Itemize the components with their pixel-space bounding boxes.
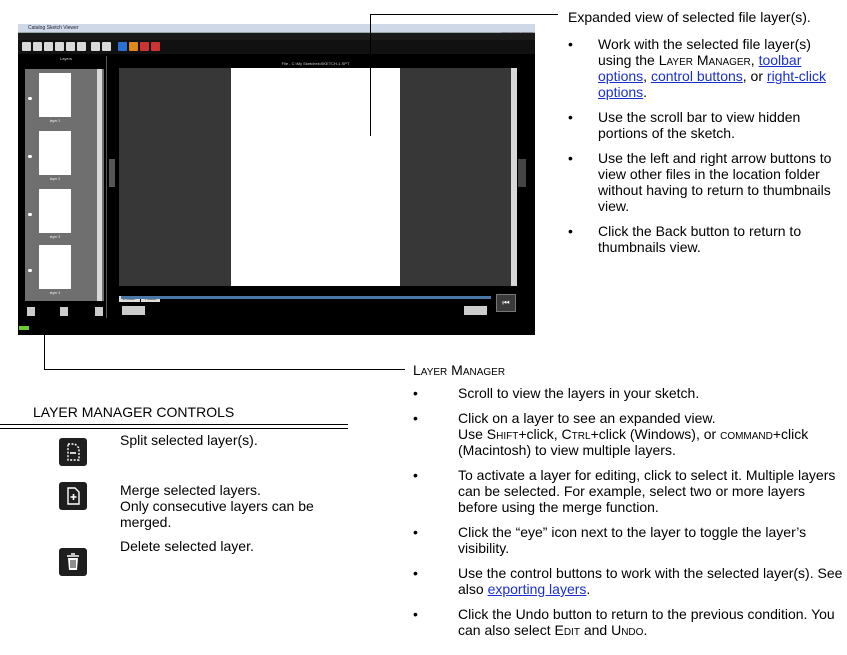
merge-layers-icon — [59, 482, 87, 510]
merge-description: Merge selected layers. Only consecutive layers can be merged. — [120, 482, 314, 530]
list-item: • Click the Undo button to return to the previous condition. You can also select Edit and Undo. — [413, 606, 843, 638]
prev-page-button[interactable] — [122, 306, 145, 315]
fit-icon[interactable] — [66, 42, 75, 51]
layer-label: layer 1 — [49, 119, 61, 123]
delete-description: Delete selected layer. — [120, 538, 254, 554]
list-item: • Work with the selected file layer(s) using the Layer Manager, toolbar options, control buttons, or right-click options. — [568, 36, 843, 100]
position-slider[interactable] — [121, 296, 491, 299]
zoom-out-icon[interactable] — [55, 42, 64, 51]
layers-panel-title: Layers — [59, 56, 72, 61]
split-layer-icon — [59, 438, 87, 466]
delete-button[interactable] — [95, 307, 103, 316]
layer-thumbnail[interactable] — [39, 189, 71, 233]
list-item: • Click the “eye” icon next to the layer to toggle the layer’s visibility. — [413, 524, 843, 556]
app-icon-2[interactable] — [151, 42, 160, 51]
window-title: Catalog Sketch Viewer — [28, 25, 79, 31]
layer-label: layer 3 — [49, 235, 61, 239]
list-item: • Use the scroll bar to view hidden portions of the sketch. — [568, 109, 843, 141]
trash-icon — [59, 548, 87, 576]
photoshop-icon[interactable] — [118, 42, 127, 51]
layer-thumbnail[interactable] — [39, 73, 71, 117]
toolbar-options-link[interactable]: toolbar options — [598, 52, 802, 84]
merge-button[interactable] — [60, 307, 68, 316]
prev-file-button[interactable] — [109, 159, 115, 187]
list-item: • Use the left and right arrow buttons to view other files in the location folder without having to return to thumbnails view. — [568, 150, 843, 214]
window-controls — [500, 25, 533, 31]
split-description: Split selected layer(s). — [120, 432, 258, 448]
rotate-left-icon[interactable] — [22, 42, 31, 51]
leader-line — [44, 369, 405, 370]
list-item: • Use the control buttons to work with the selected layer(s). See also exporting layers. — [413, 565, 843, 597]
controls-heading: LAYER MANAGER CONTROLS — [33, 404, 235, 420]
expanded-view-heading: Expanded view of selected file layer(s). — [568, 9, 811, 25]
layer-label: layer 2 — [49, 177, 61, 181]
app-screenshot — [18, 24, 535, 335]
layer-thumbnail[interactable] — [39, 131, 71, 175]
next-file-button[interactable] — [518, 159, 526, 187]
layer-thumbnail[interactable] — [39, 245, 71, 289]
layer-manager-heading: Layer Manager — [413, 362, 506, 378]
canvas-scrollbar[interactable] — [511, 68, 517, 286]
leader-line — [370, 14, 558, 15]
status-indicator — [19, 326, 29, 330]
control-buttons-link[interactable]: control buttons — [650, 68, 743, 84]
eye-icon[interactable] — [28, 269, 32, 272]
list-item: • Scroll to view the layers in your sketch. — [413, 385, 843, 401]
sketch-page — [231, 68, 400, 286]
export-icon[interactable] — [102, 42, 111, 51]
menu-bar — [18, 33, 535, 40]
list-item: • To activate a layer for editing, click to select it. Multiple layers can be selected. For example, select two or more layers before using the merge function. — [413, 467, 843, 515]
eye-icon[interactable] — [28, 213, 32, 216]
eye-icon[interactable] — [28, 155, 32, 158]
exporting-layers-link[interactable]: exporting layers — [487, 581, 587, 597]
divider — [0, 428, 348, 429]
back-button[interactable]: ⏮ — [496, 294, 516, 312]
print-icon[interactable] — [91, 42, 100, 51]
actual-size-icon[interactable] — [77, 42, 86, 51]
leader-line — [370, 14, 371, 136]
list-item: • Click the Back button to return to thumbnails view. — [568, 223, 843, 255]
expanded-view-notes — [568, 8, 843, 264]
divider — [0, 424, 348, 425]
list-item: • Click on a layer to see an expanded view. Use Shift+click, Ctrl+click (Windows), or command+click (Macintosh) to view multiple layers. — [413, 410, 843, 458]
panel-divider — [106, 56, 107, 318]
zoom-in-icon[interactable] — [44, 42, 53, 51]
split-button[interactable] — [27, 307, 35, 316]
toolbar — [18, 40, 535, 54]
tab-bar — [119, 287, 161, 294]
layer-manager-panel[interactable] — [25, 69, 104, 301]
layer-manager-notes — [413, 361, 843, 647]
app-icon[interactable] — [140, 42, 149, 51]
layer-label: layer 4 — [49, 291, 61, 295]
leader-line — [44, 320, 45, 370]
canvas-title: File - C:\My Sketches\SKETCH-1.SPT — [281, 61, 350, 66]
eye-icon[interactable] — [28, 97, 32, 100]
window-titlebar — [18, 24, 535, 33]
layers-scrollbar[interactable] — [97, 69, 102, 301]
next-page-button[interactable] — [464, 306, 487, 315]
illustrator-icon[interactable] — [129, 42, 138, 51]
rotate-right-icon[interactable] — [33, 42, 42, 51]
right-click-options-link[interactable]: right-click options — [598, 68, 827, 100]
